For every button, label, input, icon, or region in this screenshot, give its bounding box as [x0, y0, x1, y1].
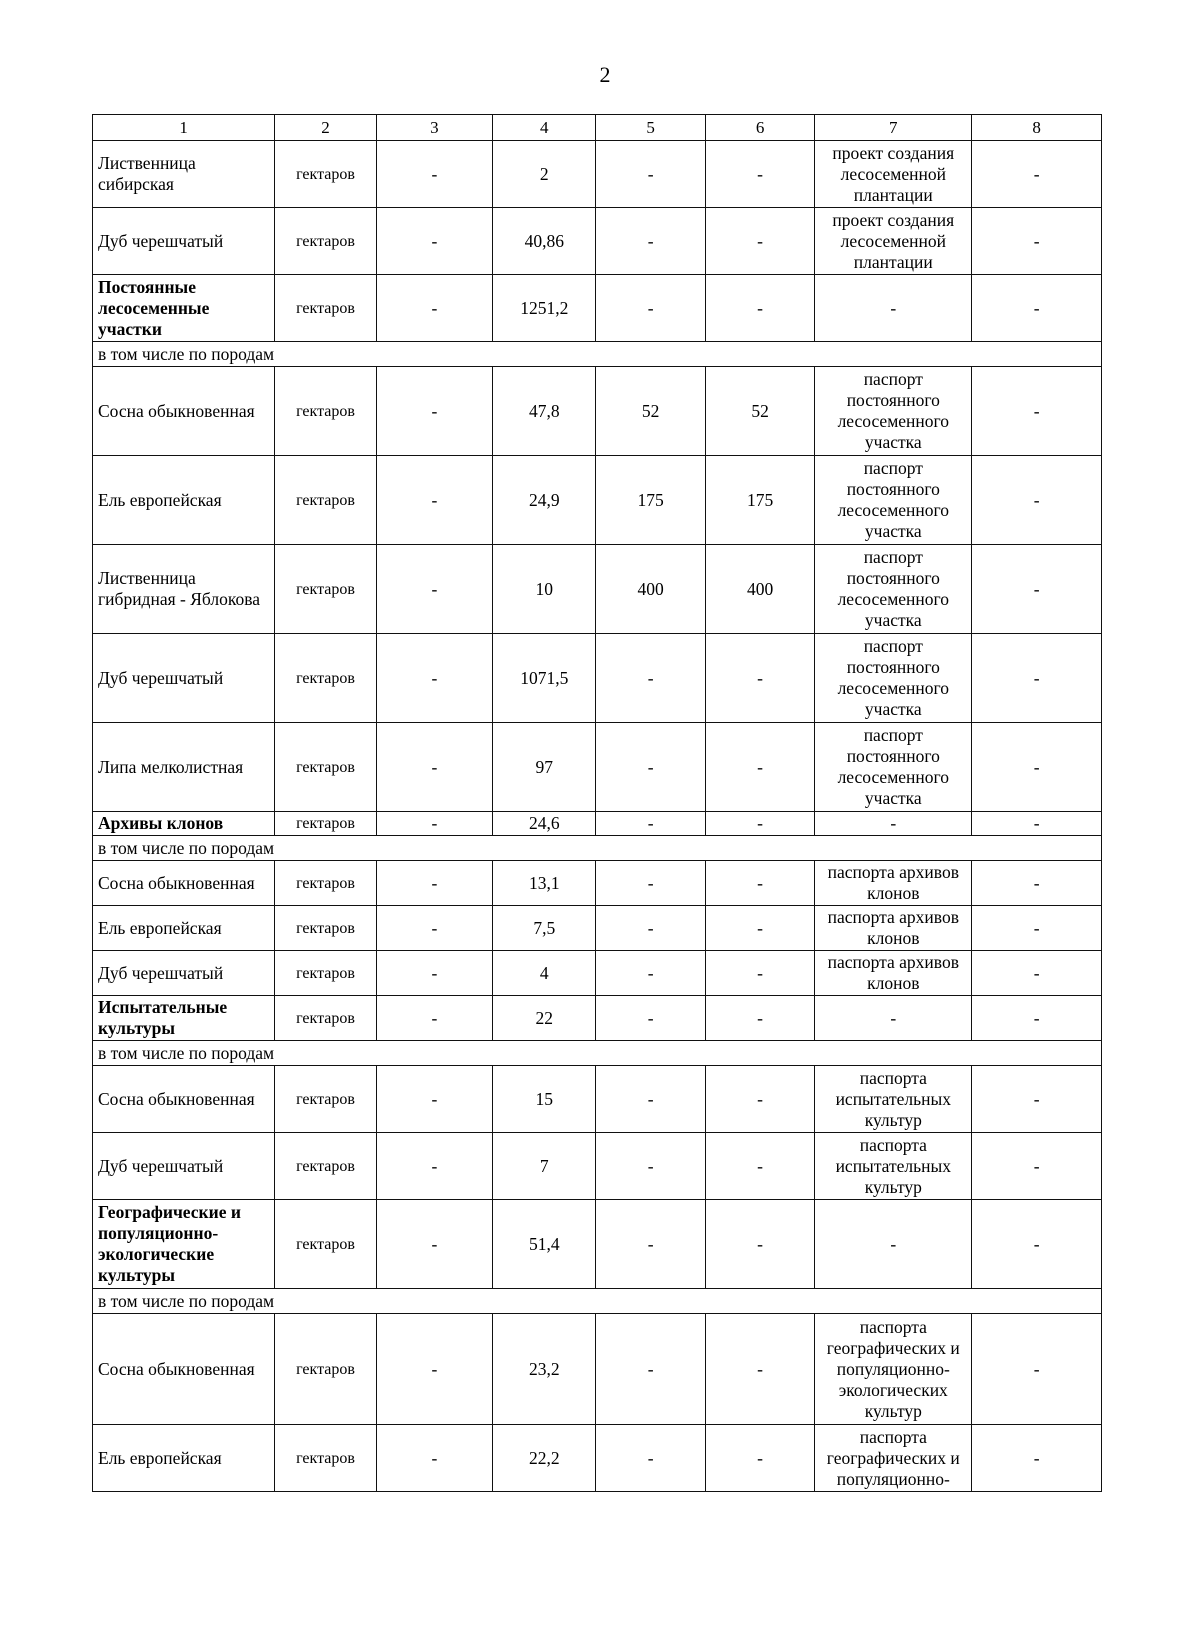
- col6-cell: -: [705, 1425, 814, 1492]
- row-name-cell: Ель европейская: [93, 1425, 275, 1492]
- row-name-cell: Ель европейская: [93, 906, 275, 951]
- row-name-cell: Географические и популяционно-экологические культуры: [93, 1200, 275, 1289]
- col4-cell: 7: [493, 1133, 596, 1200]
- subheading-text: в том числе по породам: [93, 1289, 1102, 1314]
- col5-cell: -: [596, 141, 705, 208]
- col4-cell: 7,5: [493, 906, 596, 951]
- col4-cell: 22: [493, 996, 596, 1041]
- col6-cell: -: [705, 1066, 814, 1133]
- col8-cell: -: [972, 208, 1102, 275]
- col8-cell: -: [972, 861, 1102, 906]
- col6-cell: -: [705, 634, 814, 723]
- col5-cell: -: [596, 634, 705, 723]
- subheading-row: [93, 1289, 1102, 1314]
- col3-cell: -: [376, 996, 493, 1041]
- col5-cell: -: [596, 861, 705, 906]
- col4-cell: 24,6: [493, 812, 596, 836]
- col6-cell: 52: [705, 367, 814, 456]
- col8-cell: -: [972, 906, 1102, 951]
- col3-cell: -: [376, 1314, 493, 1425]
- unit-cell: гектаров: [275, 367, 376, 456]
- col6-cell: -: [705, 141, 814, 208]
- row-name-cell: Сосна обыкновенная: [93, 861, 275, 906]
- col3-cell: -: [376, 275, 493, 342]
- col5-cell: -: [596, 1314, 705, 1425]
- col6-cell: 400: [705, 545, 814, 634]
- unit-cell: гектаров: [275, 1314, 376, 1425]
- col3-cell: -: [376, 1066, 493, 1133]
- col4-cell: 1071,5: [493, 634, 596, 723]
- unit-cell: гектаров: [275, 1200, 376, 1289]
- table-row: [93, 1314, 1102, 1425]
- col5-cell: -: [596, 1425, 705, 1492]
- col4-cell: 24,9: [493, 456, 596, 545]
- col3-cell: -: [376, 456, 493, 545]
- row-name-cell: Постоянные лесосеменные участки: [93, 275, 275, 342]
- col8-cell: -: [972, 1066, 1102, 1133]
- col8-cell: -: [972, 275, 1102, 342]
- document-cell: паспорт постоянного лесосеменного участка: [815, 456, 972, 545]
- col8-cell: -: [972, 951, 1102, 996]
- unit-cell: гектаров: [275, 812, 376, 836]
- unit-cell: гектаров: [275, 1425, 376, 1492]
- document-cell: -: [815, 996, 972, 1041]
- row-name-cell: Дуб черешчатый: [93, 634, 275, 723]
- col3-cell: -: [376, 545, 493, 634]
- table-row: [93, 812, 1102, 836]
- subheading-text: в том числе по породам: [93, 342, 1102, 367]
- unit-cell: гектаров: [275, 1066, 376, 1133]
- table-body: [93, 115, 1102, 1492]
- document-cell: паспорта архивов клонов: [815, 906, 972, 951]
- col3-cell: -: [376, 141, 493, 208]
- col3-cell: -: [376, 1425, 493, 1492]
- col5-cell: -: [596, 996, 705, 1041]
- row-name-cell: Дуб черешчатый: [93, 1133, 275, 1200]
- col8-cell: -: [972, 1314, 1102, 1425]
- col4-cell: 1251,2: [493, 275, 596, 342]
- document-cell: проект создания лесосеменной плантации: [815, 141, 972, 208]
- unit-cell: гектаров: [275, 208, 376, 275]
- document-cell: -: [815, 812, 972, 836]
- col8-cell: -: [972, 996, 1102, 1041]
- table-row: [93, 723, 1102, 812]
- col8-cell: -: [972, 812, 1102, 836]
- col5-cell: -: [596, 951, 705, 996]
- header-row: [93, 115, 1102, 141]
- col4-cell: 51,4: [493, 1200, 596, 1289]
- col4-cell: 15: [493, 1066, 596, 1133]
- table-row: [93, 275, 1102, 342]
- unit-cell: гектаров: [275, 723, 376, 812]
- col5-cell: -: [596, 723, 705, 812]
- document-cell: паспорта испытательных культур: [815, 1066, 972, 1133]
- col3-cell: -: [376, 861, 493, 906]
- document-cell: -: [815, 275, 972, 342]
- document-cell: паспорт постоянного лесосеменного участка: [815, 367, 972, 456]
- unit-cell: гектаров: [275, 456, 376, 545]
- column-header: 6: [705, 115, 814, 141]
- col4-cell: 97: [493, 723, 596, 812]
- col3-cell: -: [376, 208, 493, 275]
- page-number: 2: [599, 62, 611, 87]
- subheading-text: в том числе по породам: [93, 1041, 1102, 1066]
- row-name-cell: Сосна обыкновенная: [93, 1314, 275, 1425]
- col6-cell: -: [705, 906, 814, 951]
- col6-cell: -: [705, 1133, 814, 1200]
- table-row: [93, 456, 1102, 545]
- table-row: [93, 1425, 1102, 1492]
- col8-cell: -: [972, 456, 1102, 545]
- col4-cell: 13,1: [493, 861, 596, 906]
- column-header: 5: [596, 115, 705, 141]
- col3-cell: -: [376, 951, 493, 996]
- unit-cell: гектаров: [275, 861, 376, 906]
- row-name-cell: Ель европейская: [93, 456, 275, 545]
- col8-cell: -: [972, 1200, 1102, 1289]
- document-cell: паспорта архивов клонов: [815, 861, 972, 906]
- table-row: [93, 545, 1102, 634]
- row-name-cell: Сосна обыкновенная: [93, 367, 275, 456]
- table-row: [93, 1200, 1102, 1289]
- document-cell: проект создания лесосеменной плантации: [815, 208, 972, 275]
- document-cell: -: [815, 1200, 972, 1289]
- column-header: 1: [93, 115, 275, 141]
- column-header: 3: [376, 115, 493, 141]
- unit-cell: гектаров: [275, 996, 376, 1041]
- document-cell: паспорт постоянного лесосеменного участка: [815, 545, 972, 634]
- row-name-cell: Лиственница сибирская: [93, 141, 275, 208]
- table-row: [93, 861, 1102, 906]
- document-cell: паспорт постоянного лесосеменного участка: [815, 634, 972, 723]
- col3-cell: -: [376, 367, 493, 456]
- col5-cell: -: [596, 812, 705, 836]
- col8-cell: -: [972, 634, 1102, 723]
- unit-cell: гектаров: [275, 545, 376, 634]
- unit-cell: гектаров: [275, 1133, 376, 1200]
- table-row: [93, 367, 1102, 456]
- col8-cell: -: [972, 723, 1102, 812]
- col6-cell: -: [705, 208, 814, 275]
- col5-cell: -: [596, 275, 705, 342]
- col6-cell: -: [705, 996, 814, 1041]
- document-cell: паспорта испытательных культур: [815, 1133, 972, 1200]
- col4-cell: 2: [493, 141, 596, 208]
- unit-cell: гектаров: [275, 634, 376, 723]
- row-name-cell: Дуб черешчатый: [93, 951, 275, 996]
- col8-cell: -: [972, 1425, 1102, 1492]
- table-row: [93, 141, 1102, 208]
- col4-cell: 47,8: [493, 367, 596, 456]
- col6-cell: -: [705, 723, 814, 812]
- col4-cell: 10: [493, 545, 596, 634]
- col6-cell: -: [705, 1314, 814, 1425]
- row-name-cell: Сосна обыкновенная: [93, 1066, 275, 1133]
- row-name-cell: Лиственница гибридная - Яблокова: [93, 545, 275, 634]
- subheading-row: [93, 836, 1102, 861]
- subheading-text: в том числе по породам: [93, 836, 1102, 861]
- document-cell: паспорта архивов клонов: [815, 951, 972, 996]
- col5-cell: 400: [596, 545, 705, 634]
- table-row: [93, 996, 1102, 1041]
- col6-cell: -: [705, 861, 814, 906]
- unit-cell: гектаров: [275, 275, 376, 342]
- col5-cell: -: [596, 208, 705, 275]
- column-header: 7: [815, 115, 972, 141]
- col8-cell: -: [972, 141, 1102, 208]
- column-header: 4: [493, 115, 596, 141]
- document-cell: паспорт постоянного лесосеменного участка: [815, 723, 972, 812]
- unit-cell: гектаров: [275, 141, 376, 208]
- col5-cell: 52: [596, 367, 705, 456]
- row-name-cell: Липа мелколистная: [93, 723, 275, 812]
- column-header: 2: [275, 115, 376, 141]
- col6-cell: -: [705, 275, 814, 342]
- unit-cell: гектаров: [275, 906, 376, 951]
- col8-cell: -: [972, 545, 1102, 634]
- col5-cell: -: [596, 1200, 705, 1289]
- col6-cell: -: [705, 1200, 814, 1289]
- column-header: 8: [972, 115, 1102, 141]
- col6-cell: -: [705, 951, 814, 996]
- col3-cell: -: [376, 906, 493, 951]
- col3-cell: -: [376, 812, 493, 836]
- col4-cell: 23,2: [493, 1314, 596, 1425]
- col6-cell: 175: [705, 456, 814, 545]
- col5-cell: -: [596, 1133, 705, 1200]
- col5-cell: 175: [596, 456, 705, 545]
- subheading-row: [93, 342, 1102, 367]
- col4-cell: 22,2: [493, 1425, 596, 1492]
- table-row: [93, 208, 1102, 275]
- forest-seed-table: [92, 114, 1102, 1492]
- table-row: [93, 906, 1102, 951]
- table-row: [93, 951, 1102, 996]
- row-name-cell: Архивы клонов: [93, 812, 275, 836]
- col8-cell: -: [972, 1133, 1102, 1200]
- col5-cell: -: [596, 906, 705, 951]
- col4-cell: 4: [493, 951, 596, 996]
- table-row: [93, 634, 1102, 723]
- col4-cell: 40,86: [493, 208, 596, 275]
- table-row: [93, 1066, 1102, 1133]
- col3-cell: -: [376, 723, 493, 812]
- col3-cell: -: [376, 1133, 493, 1200]
- col5-cell: -: [596, 1066, 705, 1133]
- row-name-cell: Испытательные культуры: [93, 996, 275, 1041]
- col6-cell: -: [705, 812, 814, 836]
- col8-cell: -: [972, 367, 1102, 456]
- subheading-row: [93, 1041, 1102, 1066]
- col3-cell: -: [376, 634, 493, 723]
- col3-cell: -: [376, 1200, 493, 1289]
- document-cell: паспорта географических и популяционно-: [815, 1425, 972, 1492]
- table-row: [93, 1133, 1102, 1200]
- document-cell: паспорта географических и популяционно-экологических культур: [815, 1314, 972, 1425]
- unit-cell: гектаров: [275, 951, 376, 996]
- row-name-cell: Дуб черешчатый: [93, 208, 275, 275]
